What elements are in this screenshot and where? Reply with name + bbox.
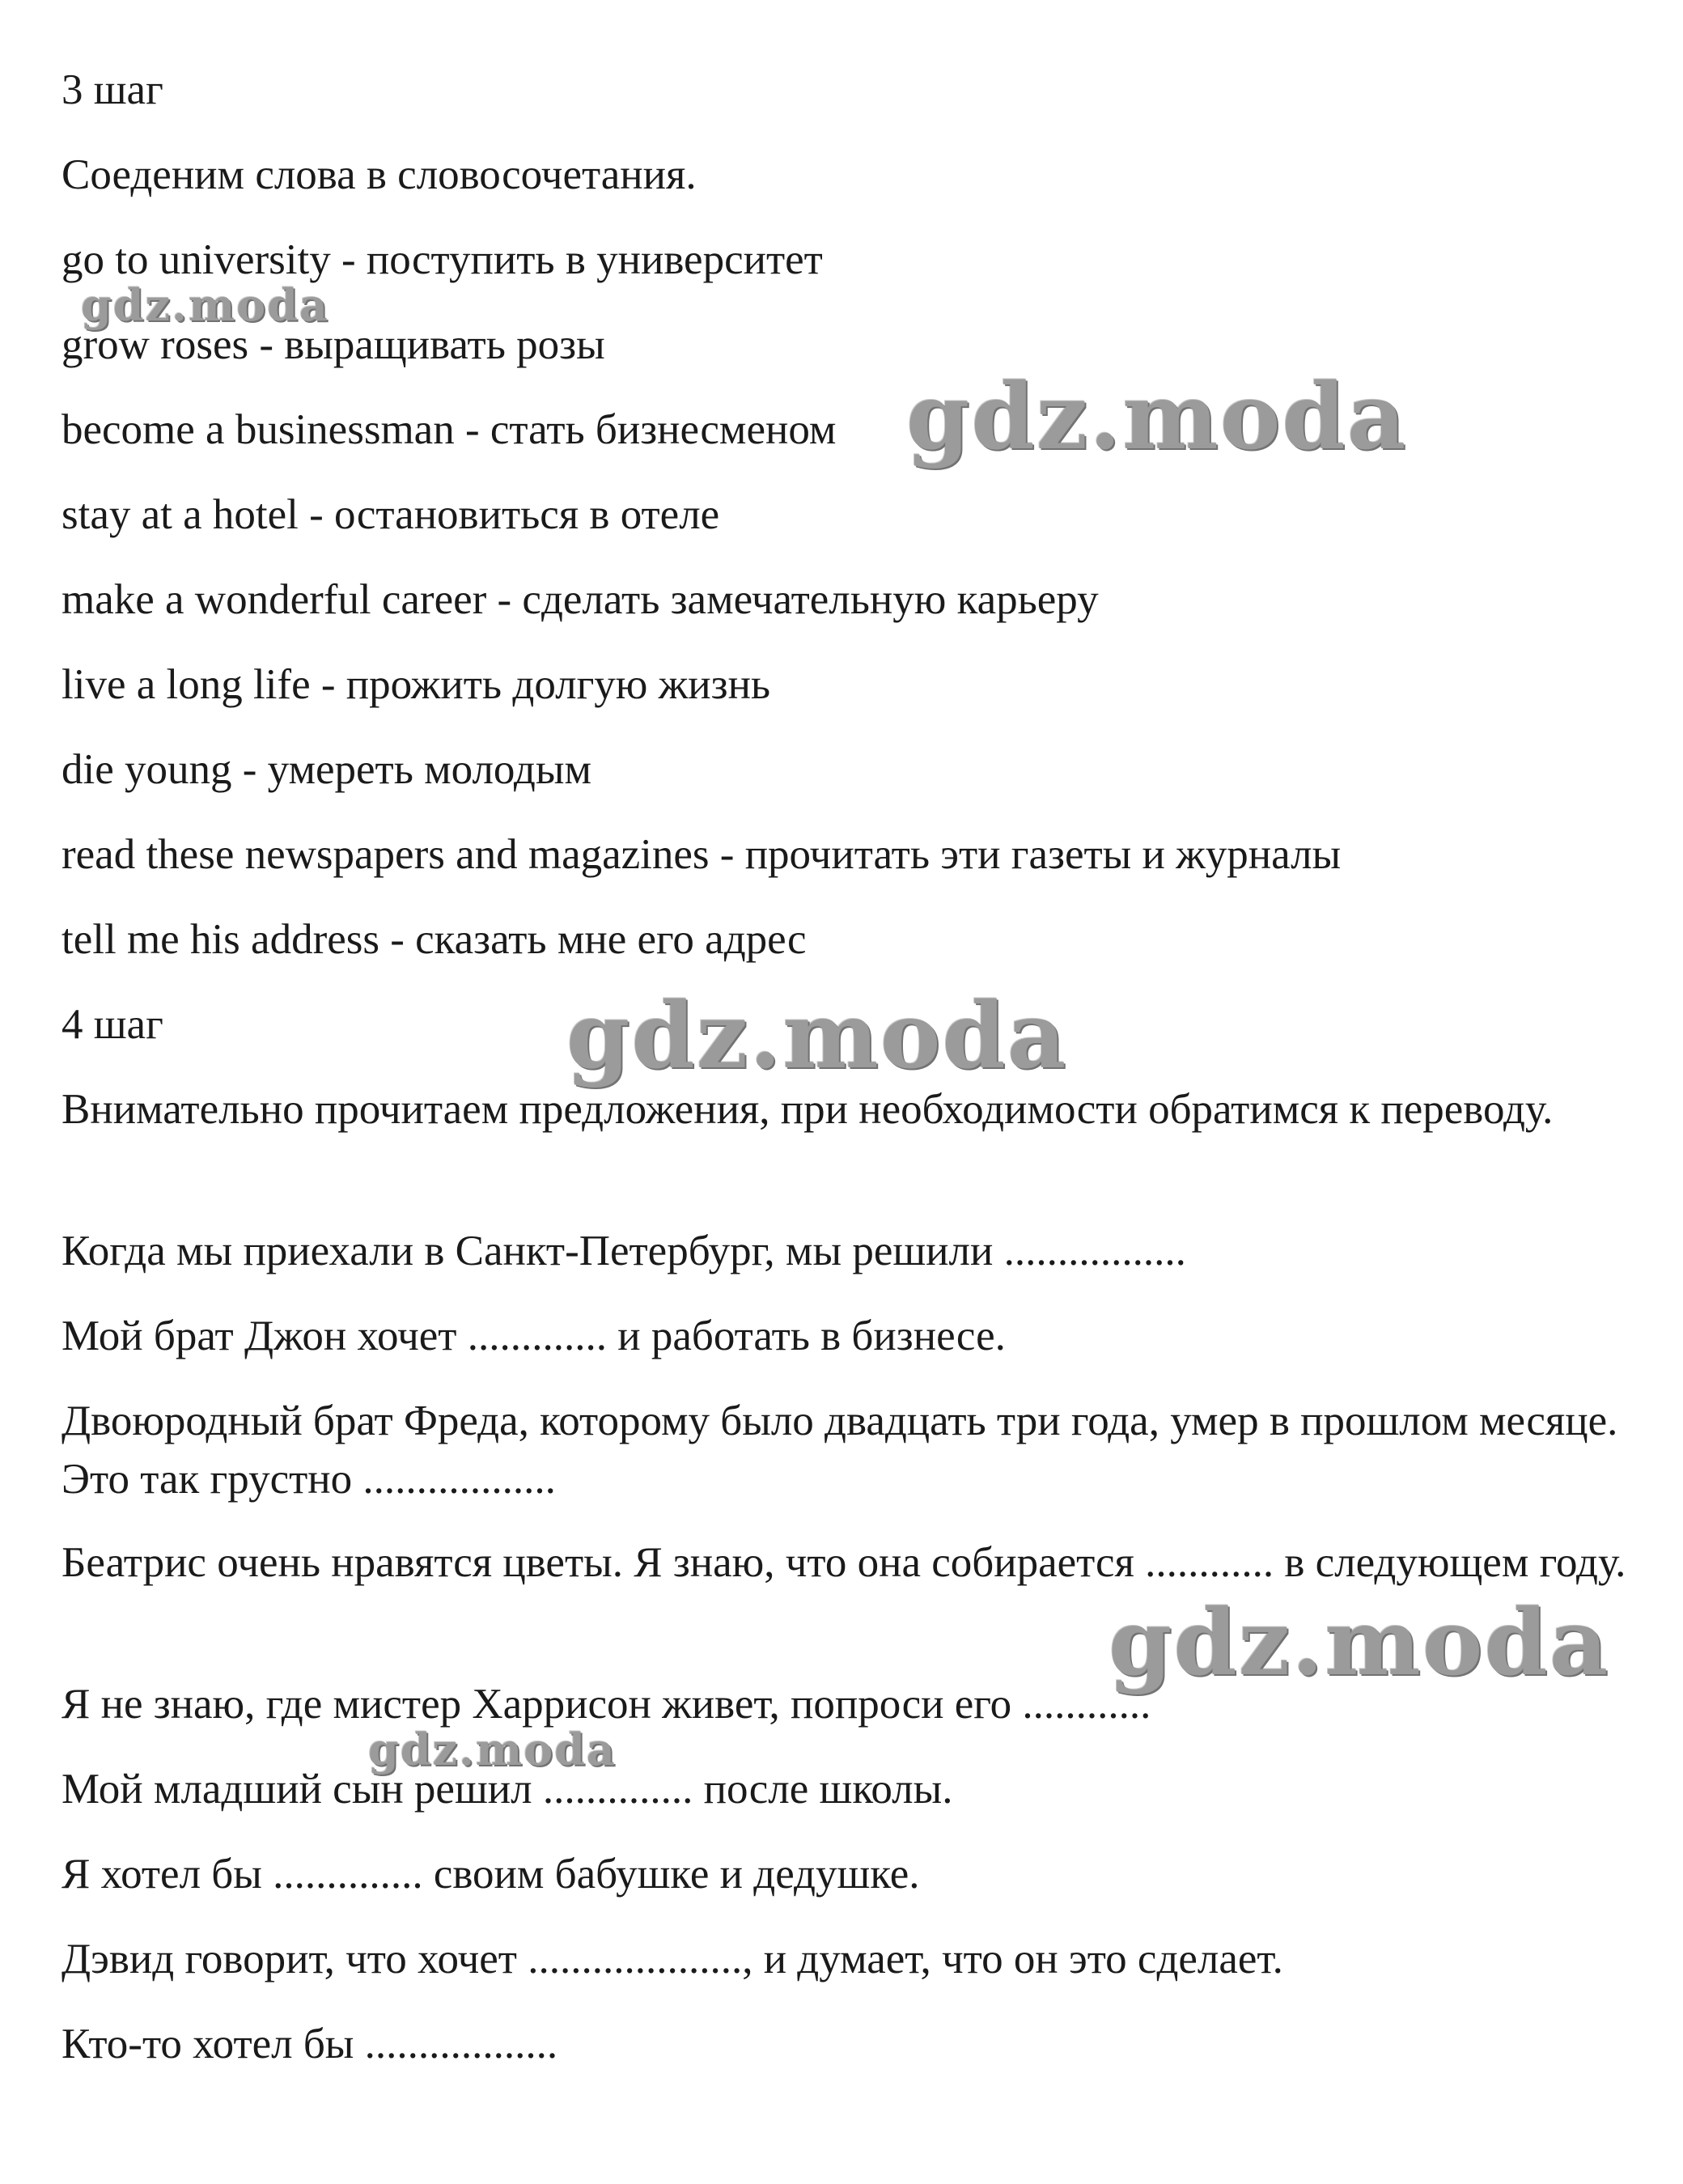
phrase-line: live a long life - прожить долгую жизнь bbox=[61, 661, 771, 708]
phrase-line: stay at a hotel - остановиться в отеле bbox=[61, 491, 720, 538]
sentence-line: Кто-то хотел бы .................. bbox=[61, 2021, 558, 2067]
sentence-line: Мой младший сын решил .............. после школы. bbox=[61, 1766, 953, 1813]
phrase-line: go to university - поступить в университет bbox=[61, 236, 823, 283]
sentence-line: Мой брат Джон хочет ............. и работать в бизнесе. bbox=[61, 1313, 1006, 1359]
watermark-logo: gdz.moda bbox=[906, 364, 1408, 470]
phrase-line: grow roses - выращивать розы bbox=[61, 321, 605, 368]
watermark-logo: gdz.moda bbox=[368, 1724, 617, 1775]
sentence-line: Когда мы приехали в Санкт-Петербург, мы решили ................. bbox=[61, 1228, 1186, 1274]
phrase-line: read these newspapers and magazines - прочитать эти газеты и журналы bbox=[61, 831, 1342, 878]
sentence-line: Я хотел бы .............. своим бабушке и дедушке. bbox=[61, 1851, 920, 1898]
step4-instruction: Внимательно прочитаем предложения, при необходимости обратимся к переводу. bbox=[61, 1086, 1554, 1133]
step3-instruction: Соеденим слова в словосочетания. bbox=[61, 151, 697, 198]
watermark-logo: gdz.moda bbox=[1109, 1590, 1610, 1696]
watermark-logo: gdz.moda bbox=[81, 279, 329, 331]
sentence-line: Беатрис очень нравятся цветы. Я знаю, что она собирается ............ в следующем году. bbox=[61, 1539, 1626, 1586]
sentence-line: Двоюродный брат Фреда, которому было двадцать три года, умер в прошлом месяце. Это так грустно .................. bbox=[61, 1397, 1618, 1503]
step4-heading: 4 шаг bbox=[61, 1001, 163, 1048]
phrase-line: tell me his address - сказать мне его адрес bbox=[61, 916, 807, 963]
phrase-line: die young - умереть молодым bbox=[61, 746, 591, 793]
phrase-line: become a businessman - стать бизнесменом bbox=[61, 406, 837, 453]
phrase-line: make a wonderful career - сделать замечательную карьеру bbox=[61, 576, 1099, 623]
step3-heading: 3 шаг bbox=[61, 66, 163, 113]
sentence-line: Я не знаю, где мистер Харрисон живет, попроси его ............ bbox=[61, 1681, 1151, 1728]
watermark-logo: gdz.moda bbox=[566, 983, 1068, 1089]
sentence-line: Дэвид говорит, что хочет ...................., и думает, что он это сделает. bbox=[61, 1936, 1283, 1983]
